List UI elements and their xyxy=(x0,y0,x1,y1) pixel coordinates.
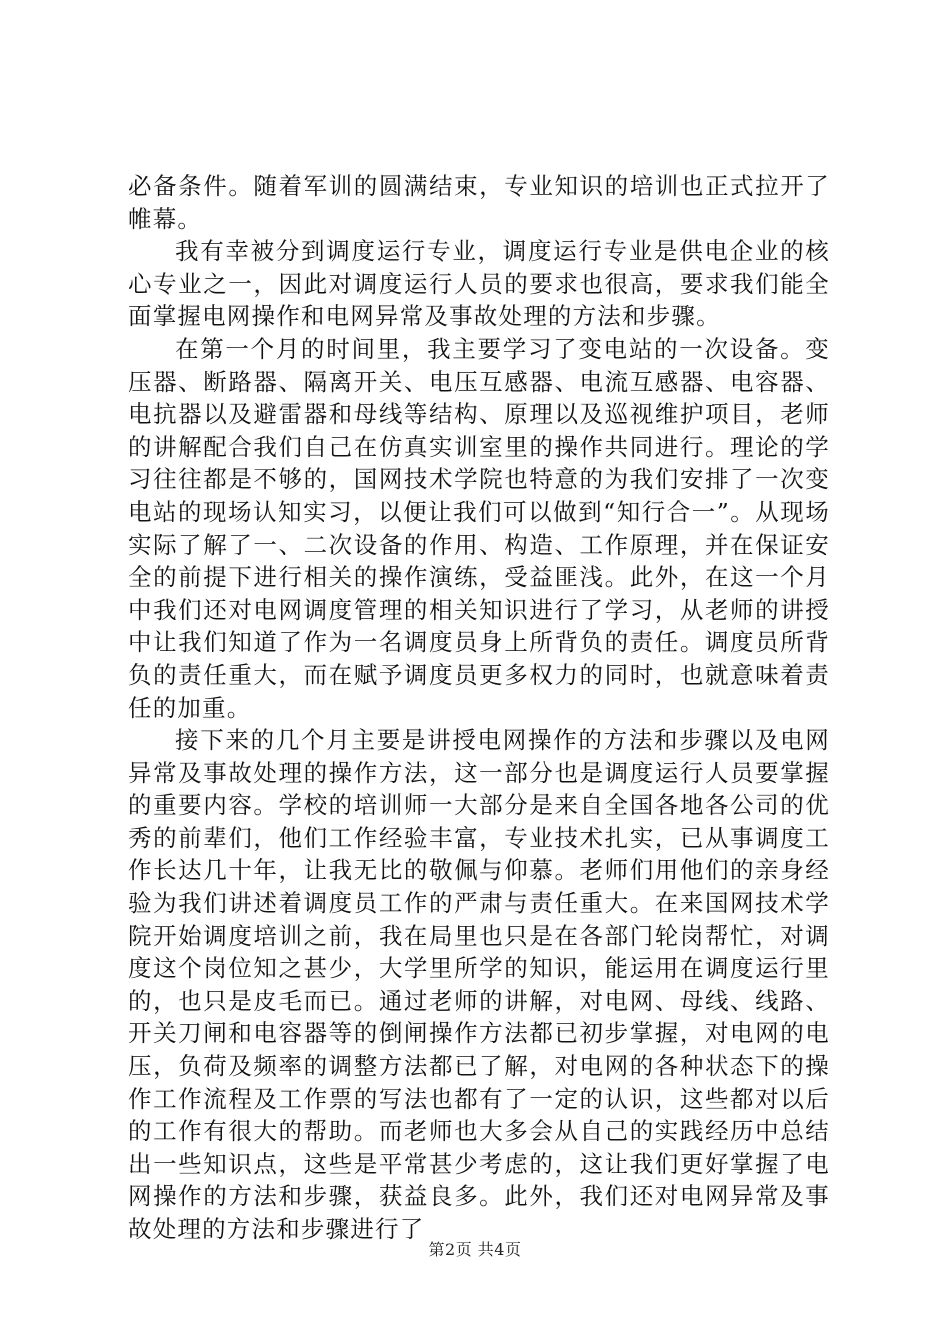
paragraph-3: 在第一个月的时间里，我主要学习了变电站的一次设备。变压器、断路器、隔离开关、电压互感器、电流互感器、电容器、电抗器以及避雷器和母线等结构、原理以及巡视维护项目，老师的讲解配合我们自己在仿真实训室里的操作共同进行。理论的学习往往都是不够的，国网技术学院也特意的为我们安排了一次变电站的现场认知实习，以便让我们可以做到“知行合一”。从现场实际了解了一、二次设备的作用、构造、工作原理，并在保证安全的前提下进行相关的操作演练，受益匪浅。此外，在这一个月中我们还对电网调度管理的相关知识进行了学习，从老师的讲授中让我们知道了作为一名调度员身上所背负的责任。调度员所背负的责任重大，而在赋予调度员更多权力的同时，也就意味着责任的加重。 xyxy=(128,334,830,722)
paragraph-1: 必备条件。随着军训的圆满结束，专业知识的培训也正式拉开了帷幕。 xyxy=(128,172,830,233)
paragraph-4: 接下来的几个月主要是讲授电网操作的方法和步骤以及电网异常及事故处理的操作方法，这一部分也是调度运行人员要掌握的重要内容。学校的培训师一大部分是来自全国各地各公司的优秀的前辈们，他们工作经验丰富，专业技术扎实，已从事调度工作长达几十年，让我无比的敬佩与仰慕。老师们用他们的亲身经验为我们讲述着调度员工作的严肃与责任重大。在来国网技术学院开始调度培训之前，我在局里也只是在各部门轮岗帮忙，对调度这个岗位知之甚少，大学里所学的知识，能运用在调度运行里的，也只是皮毛而已。通过老师的讲解，对电网、母线、线路、开关刀闸和电容器等的倒闸操作方法都已初步掌握，对电网的电压，负荷及频率的调整方法都已了解，对电网的各种状态下的操作工作流程及工作票的写法也都有了一定的认识，这些都对以后的工作有很大的帮助。而老师也大多会从自己的实践经历中总结出一些知识点，这些是平常甚少考虑的，这让我们更好掌握了电网操作的方法和步骤，获益良多。此外，我们还对电网异常及事故处理的方法和步骤进行了 xyxy=(128,726,830,1243)
document-body xyxy=(128,170,830,1246)
page-number-footer: 第2页 共4页 xyxy=(428,1240,522,1259)
paragraph-2: 我有幸被分到调度运行专业，调度运行专业是供电企业的核心专业之一，因此对调度运行人员的要求也很高，要求我们能全面掌握电网操作和电网异常及事故处理的方法和步骤。 xyxy=(128,237,830,331)
